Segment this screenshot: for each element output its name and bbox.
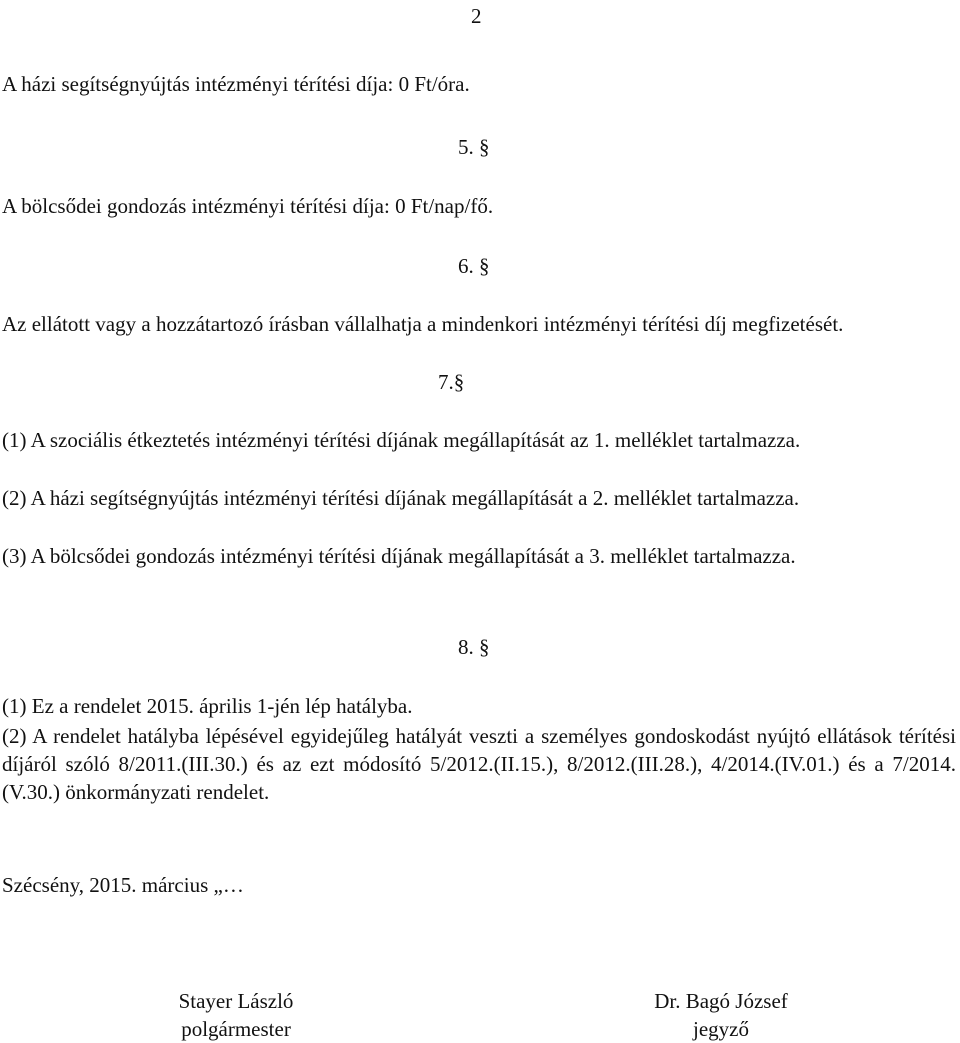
- section-5-heading: 5. §: [458, 135, 490, 159]
- signature-name: Stayer László: [178, 989, 294, 1013]
- signature-notary: [611, 987, 831, 1043]
- signature-title: jegyző: [693, 1017, 749, 1041]
- section-8-heading: 8. §: [458, 635, 490, 659]
- paragraph-nursery-fee: A bölcsődei gondozás intézményi térítési díja: 0 Ft/nap/fő.: [2, 194, 494, 218]
- section-7-item-2: (2) A házi segítségnyújtás intézményi térítési díjának megállapítását a 2. melléklet tartalmazza.: [2, 486, 800, 510]
- section-7-item-1: (1) A szociális étkeztetés intézményi térítési díjának megállapítását az 1. melléklet tartalmazza.: [2, 428, 801, 452]
- section-8-item-2: (2) A rendelet hatályba lépésével egyidejűleg hatályát veszti a személyes gondoskodást nyújtó ellátások térítési díjáról szóló 8/2011.(III.30.) és az ezt módosító 5/2012.(II.15.), 8/2012.(III.28.), 4/2014.(IV.01.) és a 7/2014.(V.30.) önkormányzati rendelet.: [2, 724, 956, 804]
- signature-name: Dr. Bagó József: [654, 989, 788, 1013]
- signature-title: polgármester: [181, 1017, 291, 1041]
- signature-mayor: [126, 987, 346, 1043]
- section-8-item-1: (1) Ez a rendelet 2015. április 1-jén lép hatályba.: [2, 694, 413, 718]
- section-7-heading: 7.§: [438, 370, 465, 394]
- section-6-heading: 6. §: [458, 254, 490, 278]
- place-and-date: Szécsény, 2015. március „…: [2, 873, 244, 897]
- section-7-item-3: (3) A bölcsődei gondozás intézményi térítési díjának megállapítását a 3. melléklet tartalmazza.: [2, 544, 796, 568]
- paragraph-payment-commitment: Az ellátott vagy a hozzátartozó írásban vállalhatja a mindenkori intézményi térítési díj megfizetését.: [2, 312, 844, 336]
- page-number: 2: [471, 4, 482, 28]
- paragraph-home-care-fee: A házi segítségnyújtás intézményi térítési díja: 0 Ft/óra.: [2, 72, 470, 96]
